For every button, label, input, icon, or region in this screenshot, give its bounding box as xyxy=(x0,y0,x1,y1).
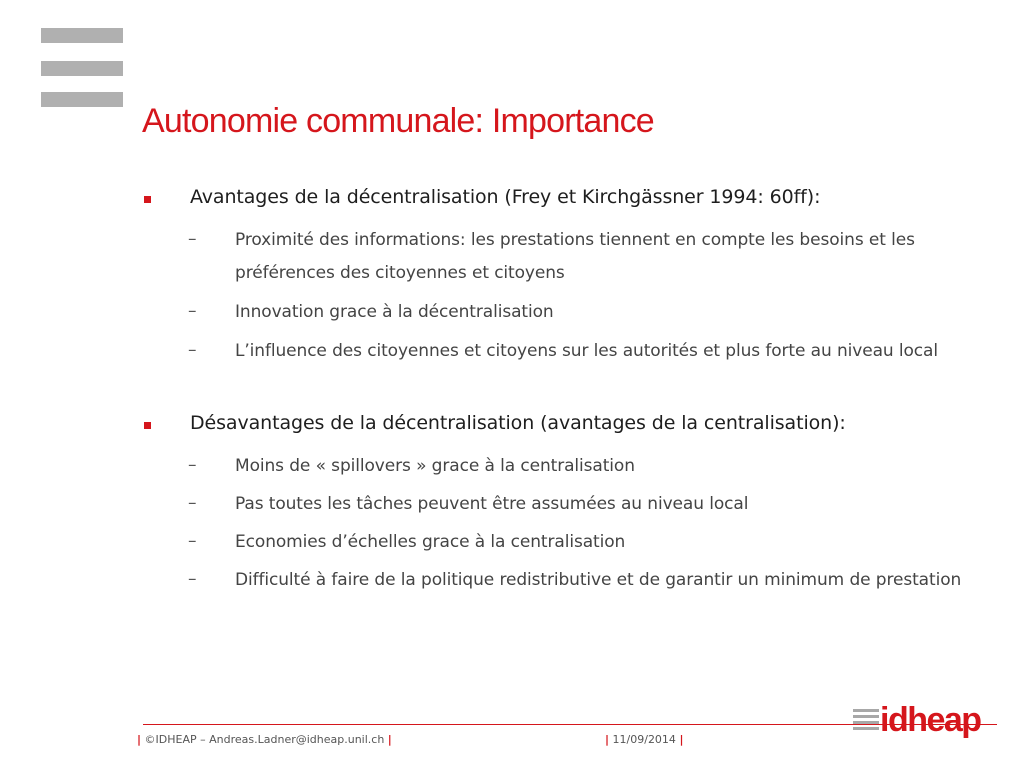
list-item: Innovation grace à la décentralisation xyxy=(235,302,554,322)
footer-date xyxy=(605,733,683,746)
section-heading: Avantages de la décentralisation (Frey et Kirchgässner 1994: 60ff): xyxy=(190,186,821,208)
footer-copyright xyxy=(137,733,392,746)
footer-pipe: | xyxy=(387,733,392,746)
dash-bullet-icon: – xyxy=(188,455,197,475)
dash-bullet-icon: – xyxy=(188,569,197,589)
square-bullet-icon xyxy=(144,196,151,203)
square-bullet-icon xyxy=(144,422,151,429)
section-heading: Désavantages de la décentralisation (avantages de la centralisation): xyxy=(190,412,846,434)
dash-bullet-icon: – xyxy=(188,493,197,513)
logo-wordmark: idheap xyxy=(880,701,981,739)
dash-bullet-icon: – xyxy=(188,229,197,249)
list-item: Difficulté à faire de la politique redistributive et de garantir un minimum de prestation xyxy=(235,570,962,590)
footer-date-text: 11/09/2014 xyxy=(612,733,676,746)
footer-pipe: | xyxy=(605,733,610,746)
footer-pipe: | xyxy=(679,733,684,746)
list-item: Economies d’échelles grace à la centralisation xyxy=(235,532,626,552)
footer-copyright-text: ©IDHEAP – Andreas.Ladner@idheap.unil.ch xyxy=(144,733,385,746)
list-item: Proximité des informations: les prestations tiennent en compte les besoins et les préférences des citoyennes et citoyens xyxy=(235,230,915,283)
logo-lines-icon xyxy=(853,709,879,733)
dash-bullet-icon: – xyxy=(188,301,197,321)
list-item: Pas toutes les tâches peuvent être assumées au niveau local xyxy=(235,494,749,514)
slide-title: Autonomie communale: Importance xyxy=(142,102,654,140)
footer-pipe: | xyxy=(137,733,142,746)
dash-bullet-icon: – xyxy=(188,340,197,360)
dash-bullet-icon: – xyxy=(188,531,197,551)
list-item: L’influence des citoyennes et citoyens sur les autorités et plus forte au niveau local xyxy=(235,341,938,361)
idheap-logo xyxy=(853,700,983,746)
list-item: Moins de « spillovers » grace à la centralisation xyxy=(235,456,635,476)
